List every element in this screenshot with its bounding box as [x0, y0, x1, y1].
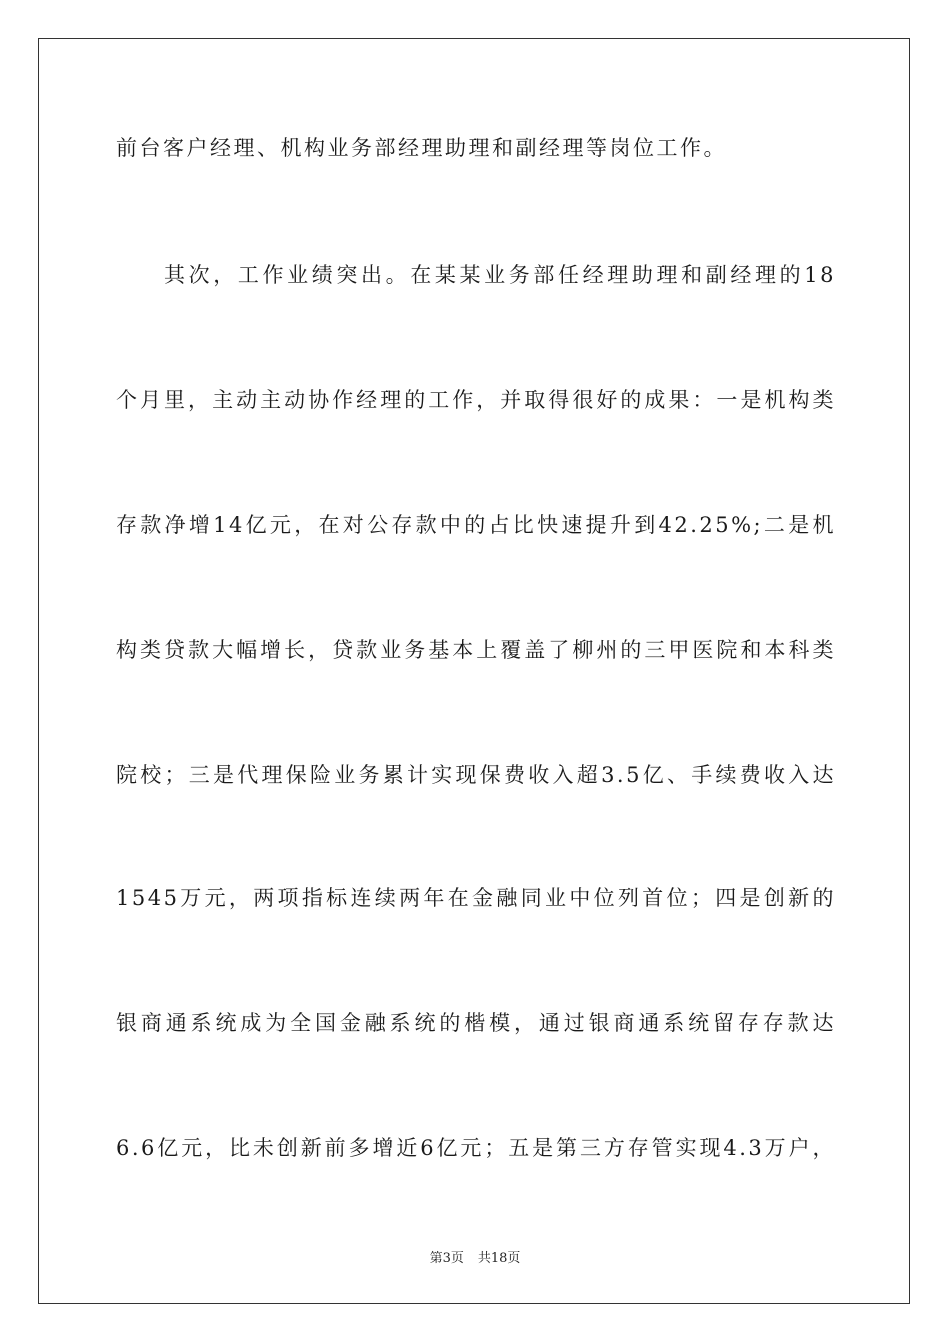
paragraph-line-6: 院校；三是代理保险业务累计实现保费收入超3.5亿、手续费收入达 [116, 763, 836, 787]
page-border [38, 38, 910, 1304]
paragraph-line-5: 构类贷款大幅增长，贷款业务基本上覆盖了柳州的三甲医院和本科类 [116, 638, 836, 662]
paragraph-line-4: 存款净增14亿元，在对公存款中的占比快速提升到42.25%;二是机 [116, 513, 836, 537]
paragraph-line-9: 6.6亿元，比未创新前多增近6亿元；五是第三方存管实现4.3万户， [116, 1136, 836, 1160]
paragraph-line-1: 前台客户经理、机构业务部经理助理和副经理等岗位工作。 [116, 136, 727, 160]
page-number: 第3页 [429, 1251, 464, 1266]
paragraph-line-3: 个月里，主动主动协作经理的工作，并取得很好的成果：一是机构类 [116, 388, 836, 412]
page-total: 共18页 [477, 1251, 521, 1266]
paragraph-line-2: 其次，工作业绩突出。在某某业务部任经理助理和副经理的18 [164, 263, 836, 287]
paragraph-line-8: 银商通系统成为全国金融系统的楷模，通过银商通系统留存存款达 [116, 1011, 836, 1035]
paragraph-line-7: 1545万元，两项指标连续两年在金融同业中位列首位；四是创新的 [116, 886, 836, 910]
page-footer [0, 1247, 950, 1266]
